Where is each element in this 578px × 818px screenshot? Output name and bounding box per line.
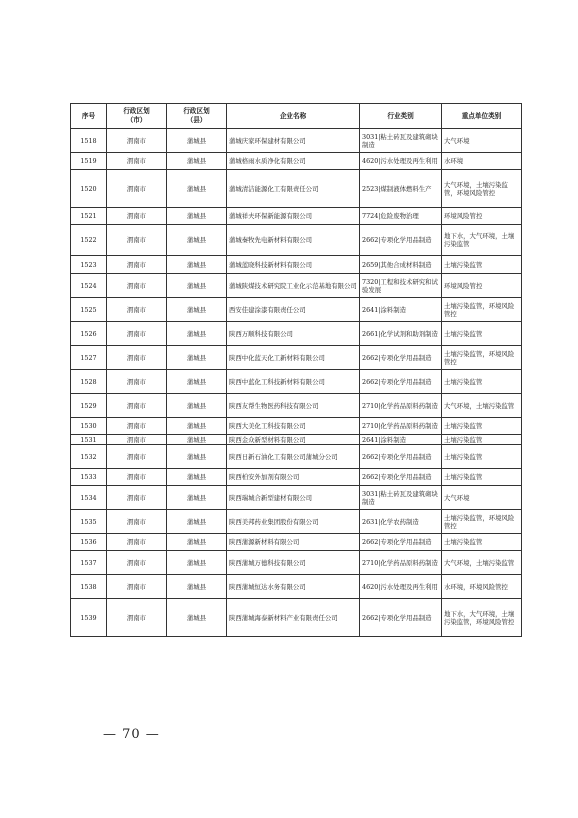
- cell-company: 陕西金众新型材料有限公司: [227, 435, 360, 445]
- cell-city: 渭南市: [107, 208, 167, 225]
- cell-company: 蒲城庆家环保建材有限公司: [227, 129, 360, 153]
- cell-seq: 1534: [71, 486, 107, 510]
- cell-city: 渭南市: [107, 298, 167, 322]
- cell-company: 蒲城格雨水质净化有限公司: [227, 153, 360, 170]
- cell-seq: 1526: [71, 322, 107, 346]
- cell-category: 大气环境: [442, 129, 522, 153]
- cell-industry: 7724|危险废物治理: [360, 208, 442, 225]
- cell-county: 蒲城县: [167, 510, 227, 534]
- cell-category: 大气环境: [442, 486, 522, 510]
- cell-county: 蒲城县: [167, 534, 227, 551]
- cell-industry: 3031|粘土砖瓦及建筑砌块制造: [360, 486, 442, 510]
- cell-industry: 2662|专项化学用品制造: [360, 599, 442, 637]
- cell-county: 蒲城县: [167, 445, 227, 469]
- cell-category: 大气环境，土壤污染监管，环境风险管控: [442, 170, 522, 208]
- cell-city: 渭南市: [107, 445, 167, 469]
- table-row: [71, 153, 522, 170]
- table-header: [71, 104, 522, 129]
- table-body: [71, 129, 522, 637]
- cell-city: 渭南市: [107, 469, 167, 486]
- cell-seq: 1527: [71, 346, 107, 370]
- cell-seq: 1533: [71, 469, 107, 486]
- cell-county: 蒲城县: [167, 370, 227, 394]
- cell-industry: 2661|化学试剂和助剂制造: [360, 322, 442, 346]
- cell-county: 蒲城县: [167, 298, 227, 322]
- enterprise-table: [70, 103, 522, 637]
- cell-company: 陕西友帮生物医药科技有限公司: [227, 394, 360, 418]
- cell-company: 蒲城清洁能源化工有限责任公司: [227, 170, 360, 208]
- cell-category: 土壤污染监管: [442, 469, 522, 486]
- cell-category: 土壤污染监管: [442, 445, 522, 469]
- cell-city: 渭南市: [107, 274, 167, 298]
- table-row: [71, 510, 522, 534]
- cell-city: 渭南市: [107, 322, 167, 346]
- cell-category: 土壤污染监管: [442, 435, 522, 445]
- cell-category: 环境风险管控: [442, 274, 522, 298]
- cell-category: 土壤污染监管，环境风险管控: [442, 510, 522, 534]
- cell-seq: 1525: [71, 298, 107, 322]
- cell-seq: 1528: [71, 370, 107, 394]
- cell-industry: 4620|污水处理及再生利用: [360, 153, 442, 170]
- cell-company: 陕西万顺科技有限公司: [227, 322, 360, 346]
- cell-company: 陕西日新石油化工有限公司蒲城分公司: [227, 445, 360, 469]
- cell-category: 地下水，大气环境，土壤污染监管，环境风险管控: [442, 599, 522, 637]
- cell-seq: 1537: [71, 551, 107, 575]
- cell-city: 渭南市: [107, 346, 167, 370]
- cell-seq: 1518: [71, 129, 107, 153]
- table-row: [71, 394, 522, 418]
- cell-industry: 2710|化学药品原料药制造: [360, 551, 442, 575]
- cell-industry: 2662|专项化学用品制造: [360, 370, 442, 394]
- table-row: [71, 435, 522, 445]
- cell-seq: 1535: [71, 510, 107, 534]
- cell-seq: 1522: [71, 225, 107, 256]
- cell-city: 渭南市: [107, 225, 167, 256]
- cell-company: 陕西蒲城万德科技有限公司: [227, 551, 360, 575]
- table-row: [71, 256, 522, 274]
- cell-county: 蒲城县: [167, 153, 227, 170]
- cell-city: 渭南市: [107, 599, 167, 637]
- cell-industry: 2659|其他合成材料制造: [360, 256, 442, 274]
- table-row: [71, 129, 522, 153]
- cell-county: 蒲城县: [167, 599, 227, 637]
- header-county: [167, 104, 227, 129]
- cell-seq: 1519: [71, 153, 107, 170]
- cell-seq: 1524: [71, 274, 107, 298]
- header-city-label: 行政区划 （市）: [123, 107, 150, 124]
- cell-category: 大气环境，土壤污染监管: [442, 394, 522, 418]
- cell-seq: 1523: [71, 256, 107, 274]
- cell-company: 陕西瑞城合新型建材有限公司: [227, 486, 360, 510]
- cell-industry: 7320|工程和技术研究和试验发展: [360, 274, 442, 298]
- table-row: [71, 599, 522, 637]
- cell-seq: 1536: [71, 534, 107, 551]
- cell-company: 西安佳建涂漆有限责任公司: [227, 298, 360, 322]
- table-row: [71, 418, 522, 435]
- cell-county: 蒲城县: [167, 274, 227, 298]
- cell-county: 蒲城县: [167, 346, 227, 370]
- cell-city: 渭南市: [107, 129, 167, 153]
- cell-industry: 2662|专项化学用品制造: [360, 225, 442, 256]
- cell-seq: 1529: [71, 394, 107, 418]
- cell-category: 土壤污染监管，环境风险管控: [442, 346, 522, 370]
- cell-industry: 2641|涂料制造: [360, 435, 442, 445]
- table-row: [71, 575, 522, 599]
- cell-category: 水环境: [442, 153, 522, 170]
- cell-county: 蒲城县: [167, 469, 227, 486]
- cell-seq: 1530: [71, 418, 107, 435]
- cell-county: 蒲城县: [167, 575, 227, 599]
- cell-category: 土壤污染监管: [442, 256, 522, 274]
- table-row: [71, 170, 522, 208]
- cell-company: 陕西蒲城海泰新材料产业有限责任公司: [227, 599, 360, 637]
- table-row: [71, 469, 522, 486]
- page-number: — 70 —: [103, 727, 160, 742]
- cell-industry: 2662|专项化学用品制造: [360, 346, 442, 370]
- header-category: 重点单位类别: [442, 104, 522, 129]
- table-row: [71, 445, 522, 469]
- table-row: [71, 534, 522, 551]
- header-row: [71, 104, 522, 129]
- header-city: [107, 104, 167, 129]
- table-row: [71, 274, 522, 298]
- cell-county: 蒲城县: [167, 486, 227, 510]
- table-row: [71, 322, 522, 346]
- table-row: [71, 208, 522, 225]
- cell-industry: 2710|化学药品原料药制造: [360, 394, 442, 418]
- table-row: [71, 346, 522, 370]
- cell-category: 土壤污染监管: [442, 418, 522, 435]
- cell-company: 蒲城陕煤技术研究院工业化示范基地有限公司: [227, 274, 360, 298]
- cell-category: 水环境，环境风险管控: [442, 575, 522, 599]
- cell-company: 陕西蒲城恒达水务有限公司: [227, 575, 360, 599]
- cell-industry: 4620|污水处理及再生利用: [360, 575, 442, 599]
- cell-county: 蒲城县: [167, 256, 227, 274]
- cell-category: 土壤污染监管: [442, 370, 522, 394]
- cell-city: 渭南市: [107, 534, 167, 551]
- header-county-label: 行政区划 （县）: [183, 107, 210, 124]
- cell-industry: 2523|煤制液体燃料生产: [360, 170, 442, 208]
- cell-company: 陕西美邦药业集团股份有限公司: [227, 510, 360, 534]
- cell-company: 蒲城秦牧先电新材料有限公司: [227, 225, 360, 256]
- cell-seq: 1520: [71, 170, 107, 208]
- header-industry: 行业类别: [360, 104, 442, 129]
- cell-county: 蒲城县: [167, 208, 227, 225]
- cell-city: 渭南市: [107, 551, 167, 575]
- cell-county: 蒲城县: [167, 394, 227, 418]
- cell-city: 渭南市: [107, 510, 167, 534]
- cell-company: 陕西中化蓝天化工新材料有限公司: [227, 346, 360, 370]
- cell-company: 蒲城蓝晓科技新材料有限公司: [227, 256, 360, 274]
- cell-category: 土壤污染监管，环境风险管控: [442, 298, 522, 322]
- cell-industry: 2641|涂料制造: [360, 298, 442, 322]
- cell-company: 陕西柏安外加剂有限公司: [227, 469, 360, 486]
- table-row: [71, 225, 522, 256]
- cell-category: 地下水，大气环境，土壤污染监管: [442, 225, 522, 256]
- cell-county: 蒲城县: [167, 170, 227, 208]
- cell-county: 蒲城县: [167, 551, 227, 575]
- cell-category: 大气环境，土壤污染监管: [442, 551, 522, 575]
- cell-industry: 2662|专项化学用品制造: [360, 445, 442, 469]
- cell-industry: 2662|专项化学用品制造: [360, 534, 442, 551]
- cell-city: 渭南市: [107, 370, 167, 394]
- cell-company: 陕西大美化工科技有限公司: [227, 418, 360, 435]
- cell-city: 渭南市: [107, 418, 167, 435]
- cell-county: 蒲城县: [167, 435, 227, 445]
- cell-industry: 2710|化学药品原料药制造: [360, 418, 442, 435]
- cell-seq: 1521: [71, 208, 107, 225]
- table-row: [71, 551, 522, 575]
- cell-company: 陕西中蓝化工科技新材料有限公司: [227, 370, 360, 394]
- table-row: [71, 370, 522, 394]
- cell-city: 渭南市: [107, 170, 167, 208]
- header-company: 企业名称: [227, 104, 360, 129]
- cell-company: 陕西蒲源新材料有限公司: [227, 534, 360, 551]
- cell-city: 渭南市: [107, 486, 167, 510]
- cell-city: 渭南市: [107, 575, 167, 599]
- cell-industry: 2662|专项化学用品制造: [360, 469, 442, 486]
- cell-industry: 3031|粘土砖瓦及建筑砌块制造: [360, 129, 442, 153]
- cell-city: 渭南市: [107, 394, 167, 418]
- cell-county: 蒲城县: [167, 418, 227, 435]
- cell-county: 蒲城县: [167, 129, 227, 153]
- cell-city: 渭南市: [107, 435, 167, 445]
- cell-category: 环境风险管控: [442, 208, 522, 225]
- cell-seq: 1539: [71, 599, 107, 637]
- cell-category: 土壤污染监管: [442, 534, 522, 551]
- cell-company: 蒲城祥夫环保新能源有限公司: [227, 208, 360, 225]
- cell-seq: 1532: [71, 445, 107, 469]
- cell-city: 渭南市: [107, 153, 167, 170]
- cell-seq: 1531: [71, 435, 107, 445]
- cell-county: 蒲城县: [167, 322, 227, 346]
- table-row: [71, 298, 522, 322]
- cell-category: 土壤污染监管: [442, 322, 522, 346]
- table-row: [71, 486, 522, 510]
- cell-industry: 2631|化学农药制造: [360, 510, 442, 534]
- cell-county: 蒲城县: [167, 225, 227, 256]
- cell-city: 渭南市: [107, 256, 167, 274]
- cell-seq: 1538: [71, 575, 107, 599]
- header-seq: 序号: [71, 104, 107, 129]
